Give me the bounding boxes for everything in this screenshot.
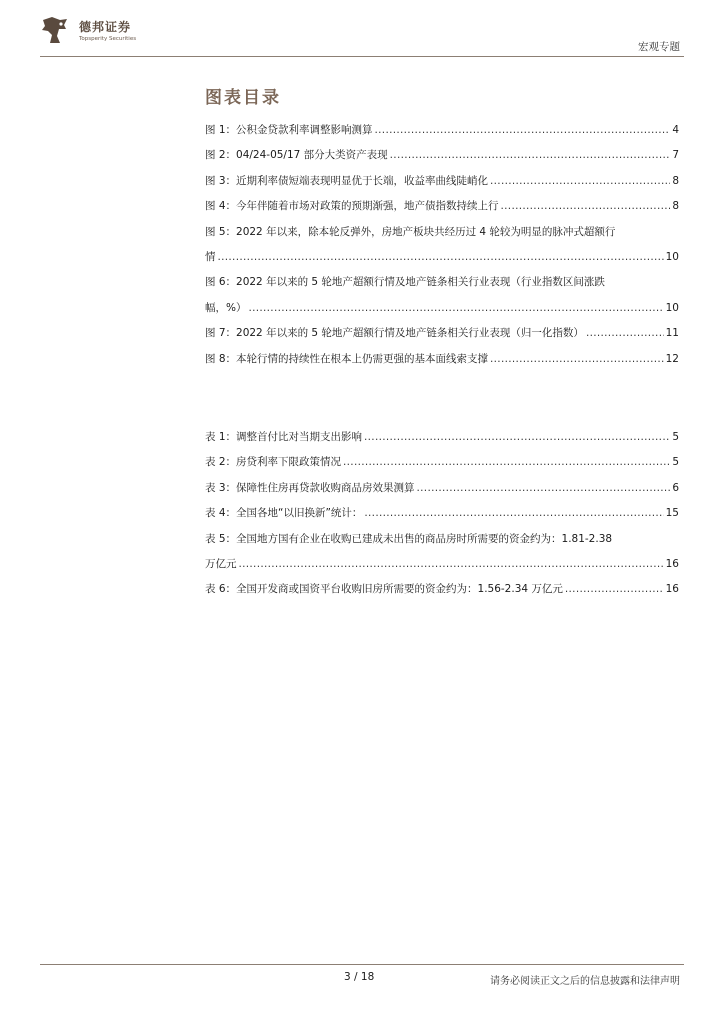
- toc-entry-text: 图 3：近期利率债短端表现明显优于长端，收益率曲线陡峭化: [205, 174, 489, 187]
- toc-page-number: 8: [672, 200, 679, 213]
- table-list: [205, 425, 679, 603]
- dot-leader: [501, 194, 671, 219]
- toc-figure-entry[interactable]: [205, 270, 679, 321]
- toc-page-number: 12: [665, 352, 679, 365]
- disclaimer: 请务必阅读正文之后的信息披露和法律声明: [490, 976, 680, 987]
- toc-figure-entry[interactable]: [205, 347, 679, 372]
- brand-mark-icon: [40, 16, 70, 44]
- toc-entry-text: 表 4：全国各地“以旧换新”统计：: [205, 507, 363, 520]
- toc-entry-text: 表 1：调整首付比对当期支出影响: [205, 431, 363, 443]
- toc-entry-text: 图 7：2022 年以来的 5 轮地产超额行情及地产链条相关行业表现（归一化指数）: [205, 327, 584, 340]
- toc-figure-entry[interactable]: [205, 118, 679, 143]
- toc-page-number: 11: [665, 327, 679, 340]
- dot-leader: [375, 118, 671, 143]
- toc-entry-text: 图 8：本轮行情的持续性在根本上仍需更强的基本面线索支撑: [205, 352, 489, 365]
- toc-page-number: 5: [672, 456, 679, 469]
- toc-table-entry[interactable]: [205, 501, 679, 526]
- toc-entry-text: 表 6：全国开发商或国资平台收购旧房所需要的资金约为：1.56-2.34 万亿元: [205, 583, 563, 596]
- dot-leader: [586, 321, 664, 346]
- dot-leader: [239, 552, 664, 577]
- toc-title: 图表目录: [205, 88, 281, 108]
- toc-page-number: 8: [672, 174, 679, 187]
- toc-entry-text: 图 2：04/24-05/17 部分大类资产表现: [205, 149, 388, 162]
- report-type: 宏观专题: [638, 41, 680, 53]
- toc-page-number: 10: [665, 301, 679, 314]
- toc-figure-entry[interactable]: [205, 143, 679, 168]
- toc-table-entry[interactable]: [205, 450, 679, 475]
- toc-page-number: 16: [665, 583, 679, 596]
- toc-entry-text: 表 3：保障性住房再贷款收购商品房效果测算: [205, 481, 415, 494]
- dot-leader: [364, 425, 670, 450]
- toc-page-number: 5: [672, 431, 679, 443]
- toc-entry-text: 图 4：今年伴随着市场对政策的预期渐强，地产债指数持续上行: [205, 200, 499, 213]
- toc-entry-text: 万亿元: [205, 558, 237, 571]
- toc-table-entry[interactable]: [205, 577, 679, 602]
- toc-figure-entry[interactable]: [205, 321, 679, 346]
- toc-figure-entry[interactable]: [205, 194, 679, 219]
- toc-page-number: 7: [672, 149, 679, 162]
- toc-entry-text: 情: [205, 251, 216, 264]
- toc-table-entry[interactable]: [205, 527, 679, 578]
- toc-page-number: 10: [665, 251, 679, 264]
- company-logo: [40, 16, 150, 46]
- brand-name-cn: 德邦证券: [79, 20, 132, 34]
- toc-entry-text: 图 5：2022 年以来，除本轮反弹外，房地产板块共经历过 4 轮较为明显的脉冲式超额行: [205, 225, 616, 238]
- toc-table-entry[interactable]: [205, 476, 679, 501]
- toc-figure-entry[interactable]: [205, 169, 679, 194]
- dot-leader: [417, 476, 671, 501]
- header-rule: [40, 56, 684, 57]
- toc-entry-text: 表 5：全国地方国有企业在收购已建成未出售的商品房时所需要的资金约为：1.81-2.38: [205, 532, 613, 545]
- toc-page-number: 15: [665, 507, 679, 520]
- toc-entry-text: 表 2：房贷利率下限政策情况: [205, 456, 342, 469]
- figure-list: [205, 118, 679, 372]
- toc-entry-text: 图 1：公积金贷款利率调整影响测算: [205, 124, 373, 136]
- toc-entry-text: 图 6：2022 年以来的 5 轮地产超额行情及地产链条相关行业表现（行业指数区间涨跌: [205, 276, 605, 289]
- footer-rule: [40, 964, 684, 965]
- dot-leader: [565, 577, 664, 602]
- dot-leader: [490, 347, 664, 372]
- dot-leader: [390, 143, 671, 168]
- dot-leader: [248, 296, 663, 321]
- dot-leader: [343, 450, 670, 475]
- dot-leader: [490, 169, 670, 194]
- dot-leader: [218, 245, 664, 270]
- toc-page-number: 6: [672, 481, 679, 494]
- page-number: 3 / 18: [344, 971, 375, 983]
- brand-name-en: Topsperity Securities: [79, 36, 137, 42]
- toc-entry-text: 幅，%）: [205, 301, 247, 314]
- toc-table-entry[interactable]: [205, 425, 679, 450]
- dot-leader: [364, 501, 663, 526]
- toc-figure-entry[interactable]: [205, 220, 679, 271]
- toc-page-number: 4: [672, 124, 679, 136]
- toc-page-number: 16: [665, 558, 679, 571]
